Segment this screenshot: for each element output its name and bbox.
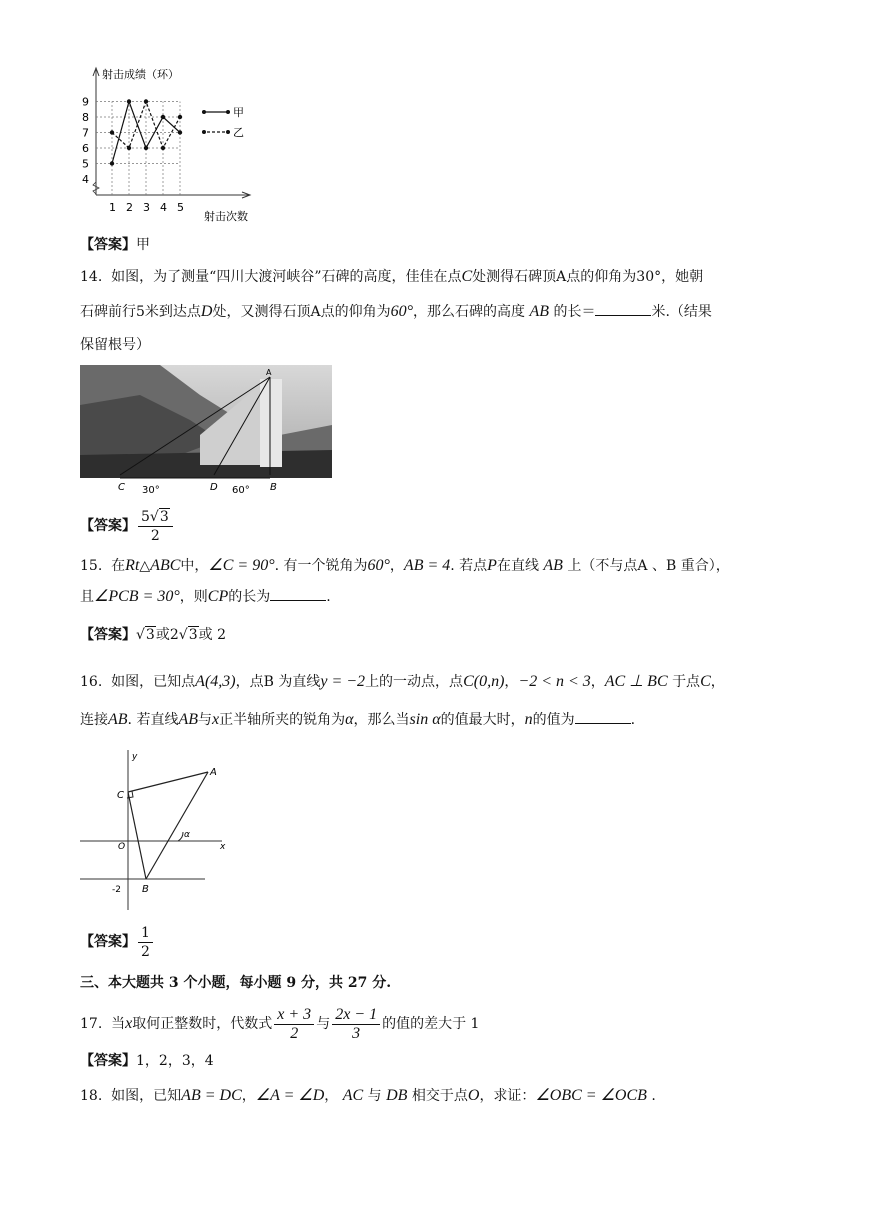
segment-ab: AB	[108, 711, 128, 728]
ans-den: 2	[150, 527, 160, 544]
q15-line2	[80, 586, 331, 608]
q14-answer	[80, 506, 175, 546]
answer-label: 【答案】	[80, 1053, 136, 1069]
y-axis-label: 射击成绩（环）	[102, 68, 179, 81]
q18-text: ，	[324, 1088, 339, 1104]
q14-text: 处，又测得石顶A点的仰角为	[212, 304, 391, 320]
q14-text: 处测得石碑顶A点的仰角为30°，她朝	[472, 269, 704, 285]
legend-label: 甲	[233, 106, 244, 119]
answer-label: 【答案】	[80, 627, 136, 643]
ans-rad: 3	[159, 508, 169, 525]
q16-answer	[80, 922, 155, 962]
legend-marker	[226, 110, 230, 114]
y-tick-label: 6	[82, 142, 89, 155]
fig-label-30: 30°	[142, 485, 160, 496]
ans-2: 2	[169, 627, 179, 643]
q15-number: 15.	[80, 558, 103, 574]
fraction-2	[332, 1006, 380, 1043]
answer-label: 【答案】	[80, 934, 136, 950]
data-point	[178, 130, 182, 134]
q15-text: 的长为	[228, 589, 271, 605]
fig-label-b: B	[142, 884, 149, 895]
q15-text: 在直线	[496, 558, 539, 574]
q14-stele-photo	[80, 365, 332, 478]
fig-label-c: C	[117, 790, 124, 801]
angle-pcb: ∠PCB = 30°	[94, 588, 180, 605]
segment-ac: AC	[342, 1087, 364, 1104]
rt: Rt	[125, 557, 140, 574]
fig-label-alpha: α	[184, 830, 190, 840]
x-tick-label: 5	[177, 201, 184, 214]
q16-text: 正半轴所夹的锐角为	[219, 712, 346, 728]
line-ab: AB	[543, 557, 563, 574]
q18-text: 如图，已知	[111, 1088, 182, 1104]
q15-text: . 有一个锐角为	[274, 558, 368, 574]
answer-label: 【答案】	[80, 518, 136, 534]
q16-text: 的值最大时，	[440, 712, 525, 728]
data-point	[127, 99, 131, 103]
point-a: A(4,3)	[195, 673, 236, 690]
q14-text: 石碑前行5米到达点	[80, 304, 201, 320]
answer-blank	[270, 586, 326, 601]
angle-60: 60°	[390, 303, 414, 320]
q17-number: 17.	[80, 1016, 103, 1032]
answer-label: 【答案】	[80, 237, 136, 253]
legend-marker	[202, 110, 206, 114]
q16-text: ，	[504, 674, 519, 690]
or-word: 或	[198, 627, 213, 643]
q16-line2	[80, 709, 635, 731]
q17-text: 的值的差大于 1	[382, 1016, 480, 1032]
data-point	[161, 115, 165, 119]
q16-text: ，点B 为直线	[235, 674, 321, 690]
q13-answer-value: 甲	[136, 237, 150, 253]
y-tick-label: 7	[82, 126, 89, 140]
q17-text: 与	[316, 1016, 331, 1032]
ans-2sqrt3: 3	[188, 627, 198, 643]
n-var: n	[524, 711, 533, 728]
data-point	[161, 146, 165, 150]
shooting-score-chart	[80, 60, 300, 225]
q16-answer-fraction	[138, 924, 153, 961]
fig-label-d: D	[210, 482, 218, 493]
segment-cp: CP	[207, 588, 229, 605]
q14-figure-labels	[80, 476, 340, 498]
q14-line2	[80, 301, 712, 323]
angle-60: 60°	[367, 557, 390, 574]
fig-label-b: B	[270, 482, 277, 493]
point-o: O	[467, 1087, 480, 1104]
fig-label-minus2: -2	[112, 885, 121, 895]
frac2-num: 2x − 1	[332, 1006, 380, 1025]
q16-number: 16.	[80, 674, 103, 690]
q14-text: 的长＝	[553, 304, 596, 320]
q16-text: . 若直线	[127, 712, 179, 728]
answer-blank	[595, 301, 651, 316]
y-tick-label: 5	[82, 157, 89, 171]
legend-label: 乙	[233, 126, 244, 139]
q14-text: ，那么石碑的高度	[413, 304, 526, 320]
fig-label-60: 60°	[232, 485, 250, 496]
q15-text: 在	[111, 558, 126, 574]
q14-line3: 保留根号）	[80, 337, 150, 353]
q14-number: 14.	[80, 269, 103, 285]
x-tick-label: 2	[126, 201, 133, 214]
x-tick-label: 1	[109, 201, 116, 214]
answer-blank	[575, 709, 631, 724]
frac2-den: 3	[352, 1024, 361, 1042]
fig-label-c: C	[118, 482, 125, 493]
point-c: C(0,n)	[463, 673, 505, 690]
q17-answer-value: 1，2，3，4	[136, 1053, 214, 1069]
data-point	[110, 130, 114, 134]
data-point	[110, 161, 114, 165]
q15-text: 上（不与点A 、B 重合），	[567, 558, 730, 574]
x-tick-label: 3	[143, 201, 150, 214]
x-tick-label: 4	[160, 201, 167, 214]
q15-line1	[80, 555, 730, 577]
ans-num: 5	[141, 508, 150, 525]
point-p: P	[487, 557, 497, 574]
q15-text: ，则	[179, 589, 208, 605]
x-var: x	[125, 1015, 133, 1032]
data-point	[178, 115, 182, 119]
q16-text: .	[630, 712, 636, 728]
q13-answer	[80, 234, 150, 256]
or-word: 或	[155, 627, 170, 643]
point-c: C	[461, 268, 473, 285]
section-heading: 三、本大题共 3 个小题，每小题 9 分，共 27 分.	[80, 975, 392, 991]
q18-text: 与	[367, 1088, 382, 1104]
q16-coordinate-figure	[80, 745, 230, 915]
q14-text: 米.（结果	[651, 304, 712, 320]
fig-label-a: A	[210, 767, 217, 778]
q15-text: . 若点	[450, 558, 488, 574]
alpha: α	[345, 711, 354, 728]
fig-label-a: A	[266, 368, 272, 377]
line-ab: AB	[178, 711, 198, 728]
q15-answer: 【答案】√3或2√3或 2	[80, 627, 226, 643]
q16-text: ，	[590, 674, 605, 690]
q16-text: ，那么当	[353, 712, 410, 728]
angle-a-eq-d: ∠A = ∠D	[255, 1087, 325, 1104]
q18-text: .	[651, 1088, 656, 1104]
q16-text: ，	[710, 674, 725, 690]
point-d: D	[200, 303, 213, 320]
sin-alpha: sin α	[409, 711, 441, 728]
line-y: y = −2	[320, 673, 366, 690]
data-point	[144, 99, 148, 103]
data-point	[144, 146, 148, 150]
q16-text: 与	[198, 712, 212, 728]
ans-den: 2	[141, 943, 150, 960]
point-c-name: C	[700, 673, 711, 690]
q14-line1	[80, 266, 703, 288]
q16-text: 上的一动点，点	[365, 674, 464, 690]
data-point	[127, 146, 131, 150]
q16-text: 的值为	[532, 712, 575, 728]
x-axis-label: 射击次数	[204, 210, 248, 223]
q15-text: 且	[80, 589, 94, 605]
legend-marker	[226, 130, 230, 134]
q17-answer	[80, 1050, 214, 1072]
ans-sqrt3: 3	[145, 627, 155, 643]
legend-marker	[202, 130, 206, 134]
q16-text: 如图，已知点	[111, 674, 196, 690]
q14-text: 如图，为了测量“四川大渡河峡谷”石碑的高度，佳佳在点	[111, 269, 462, 285]
q15-text: .	[326, 589, 331, 605]
frac1-den: 2	[290, 1024, 299, 1042]
fraction-1	[274, 1006, 314, 1043]
n-range: −2 < n < 3	[518, 673, 591, 690]
ans-two: 2	[217, 627, 226, 643]
ab-eq-dc: AB = DC	[181, 1087, 242, 1104]
q16-text: 连接	[80, 712, 108, 728]
ans-num: 1	[138, 924, 153, 943]
q18-text: ，求证：	[479, 1088, 536, 1104]
fig-label-x: x	[220, 842, 226, 852]
angle-c: ∠C = 90°	[208, 557, 275, 574]
angle-obc-eq-ocb: ∠OBC = ∠OCB	[535, 1087, 647, 1104]
q17-text: 当	[111, 1016, 126, 1032]
y-tick-label: 9	[82, 95, 89, 109]
abc: ABC	[150, 557, 181, 574]
fig-label-o: O	[118, 842, 126, 852]
ab-eq-4: AB = 4	[403, 557, 451, 574]
q15-text: 中，	[180, 558, 209, 574]
perpendicular: AC ⊥ BC	[604, 673, 668, 690]
y-tick-label: 8	[82, 111, 89, 124]
q18-line1	[80, 1085, 656, 1107]
x-axis-var: x	[212, 711, 220, 728]
q17-text: 取何正整数时，代数式	[132, 1016, 273, 1032]
q18-number: 18.	[80, 1088, 103, 1104]
q14-answer-fraction: $\frac{5√3}{2}$	[138, 508, 173, 545]
triangle-symbol: △	[139, 558, 151, 574]
q16-text: 于点	[672, 674, 701, 690]
q15-text: ，	[389, 558, 404, 574]
frac1-num: x + 3	[274, 1006, 314, 1025]
q17-line1	[80, 1002, 479, 1046]
segment-db: DB	[386, 1087, 408, 1104]
y-tick-label: 4	[82, 173, 89, 186]
q16-line1	[80, 671, 725, 693]
q18-text: ，	[241, 1088, 256, 1104]
segment-ab: AB	[529, 303, 550, 320]
q18-text: 相交于点	[411, 1088, 468, 1104]
fig-label-y: y	[132, 752, 138, 762]
